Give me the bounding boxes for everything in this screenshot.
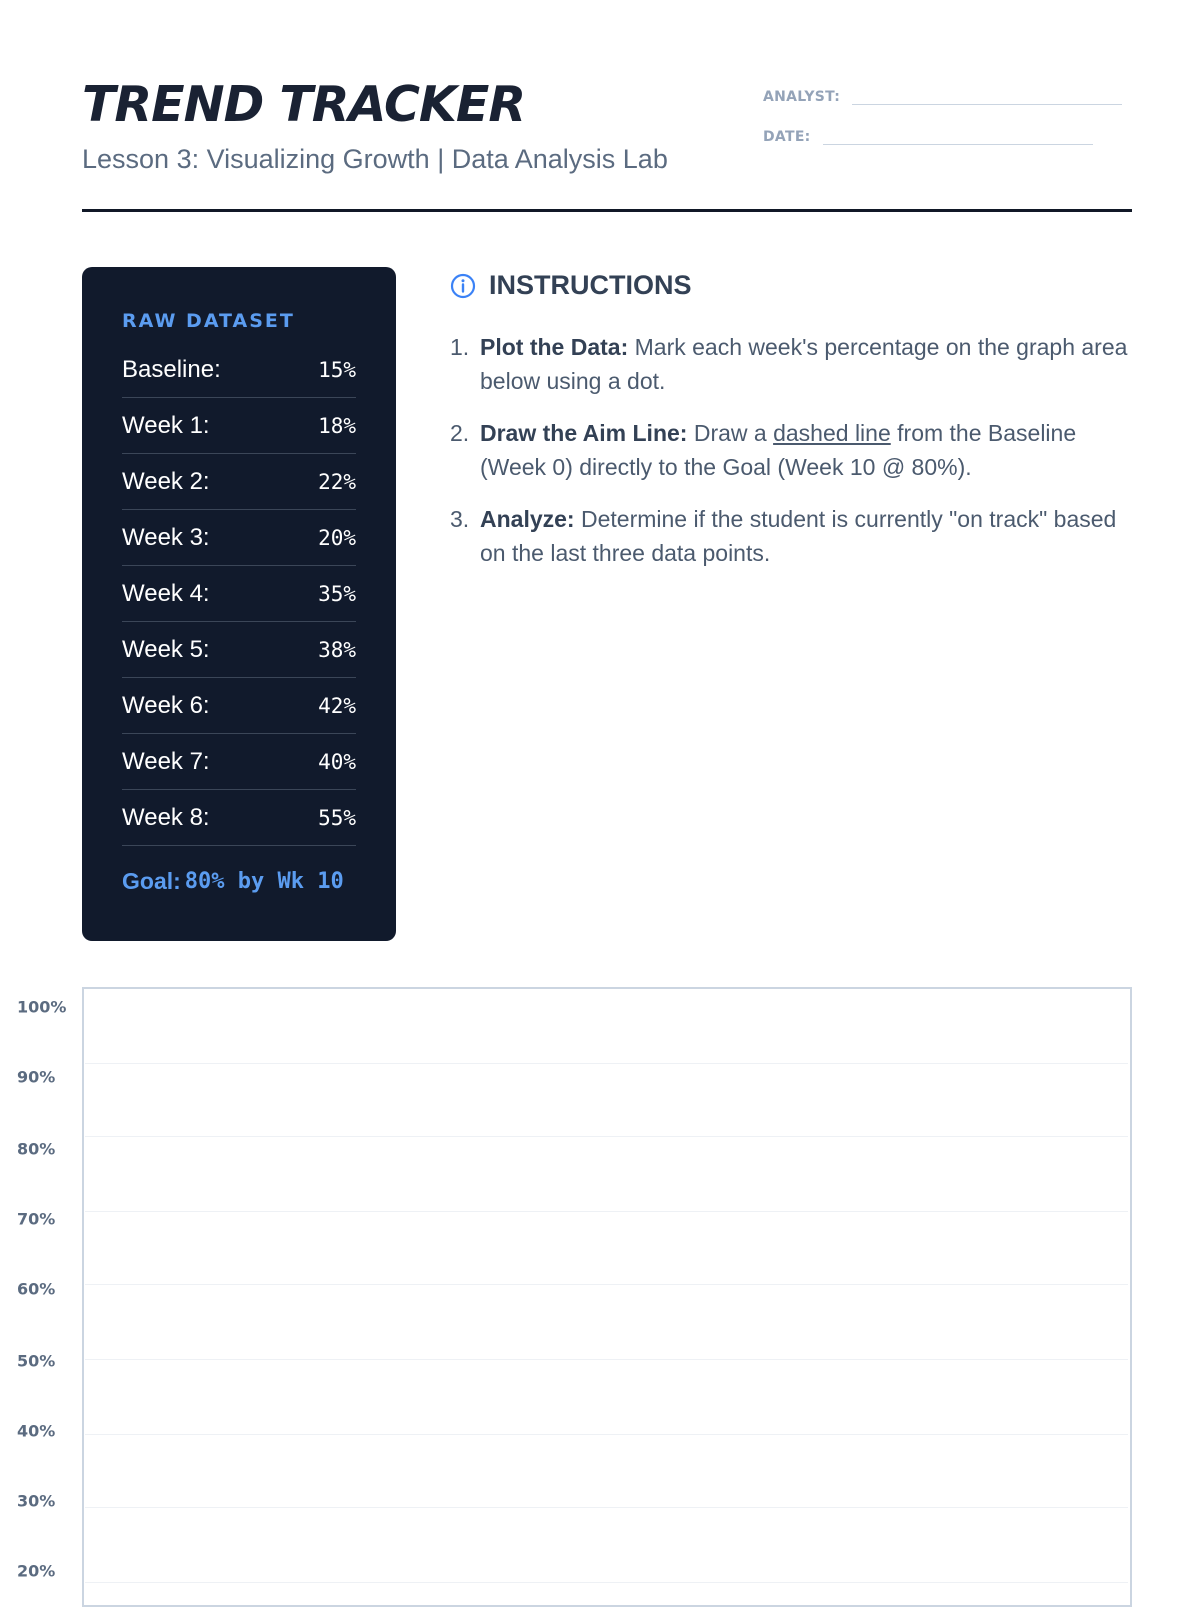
step-text — [480, 416, 1140, 484]
dataset-row-label: Week 3: — [122, 523, 210, 551]
dataset-row — [122, 734, 356, 790]
dataset-row — [122, 678, 356, 734]
dataset-row-label: Week 6: — [122, 691, 210, 719]
step-number: 1. — [450, 334, 470, 360]
gridline — [85, 1284, 1128, 1285]
dataset-row-label: Week 4: — [122, 579, 210, 607]
gridline — [85, 1211, 1128, 1212]
instruction-step — [450, 330, 1140, 398]
goal-line — [122, 868, 356, 895]
gridline — [85, 1063, 1128, 1064]
raw-dataset-panel — [82, 267, 396, 941]
dataset-row-value: 22% — [318, 469, 356, 494]
dataset-row-label: Week 1: — [122, 411, 210, 439]
step-body: Mark each week's percentage on the graph area below using a dot. — [480, 334, 1128, 394]
dataset-row-value: 20% — [318, 525, 356, 550]
step-number: 3. — [450, 506, 470, 532]
graph-area[interactable] — [82, 987, 1132, 1607]
page-subtitle: Lesson 3: Visualizing Growth | Data Analysis Lab — [82, 144, 668, 174]
analyst-label: ANALYST: — [763, 89, 841, 105]
instructions-header — [450, 270, 692, 301]
gridline — [85, 1507, 1128, 1508]
date-label: DATE: — [763, 129, 811, 145]
info-icon — [450, 273, 476, 299]
instruction-step — [450, 502, 1140, 570]
y-tick-label: 30% — [17, 1491, 56, 1511]
goal-value: 80% by Wk 10 — [184, 869, 344, 894]
dataset-row — [122, 622, 356, 678]
dataset-title: RAW DATASET — [122, 310, 295, 332]
y-tick-label: 70% — [17, 1209, 56, 1229]
step-number: 2. — [450, 420, 470, 446]
step-heading: Plot the Data: — [480, 334, 629, 360]
step-heading: Analyze: — [480, 506, 575, 532]
y-tick-label: 20% — [17, 1561, 56, 1581]
analyst-field[interactable] — [763, 86, 1122, 105]
y-tick-label: 60% — [17, 1279, 56, 1299]
dataset-row — [122, 398, 356, 454]
dataset-row — [122, 790, 356, 846]
page-title: TREND TRACKER — [82, 76, 526, 133]
step-body: Draw a — [687, 420, 774, 446]
y-tick-label: 90% — [17, 1067, 56, 1087]
instructions-title: INSTRUCTIONS — [489, 270, 692, 300]
goal-label: Goal: — [122, 868, 181, 894]
step-text — [480, 502, 1140, 570]
date-field[interactable] — [763, 126, 1093, 145]
analyst-input-line[interactable] — [852, 86, 1122, 105]
dataset-row-value: 55% — [318, 805, 356, 830]
instructions-list — [450, 330, 1140, 588]
step-underlined: dashed line — [773, 420, 891, 446]
dataset-row — [122, 510, 356, 566]
y-tick-label: 40% — [17, 1421, 56, 1441]
dataset-row — [122, 566, 356, 622]
step-body-end: from the Baseline (Week 0) directly to the Goal (Week 10 @ 80%). — [480, 420, 1077, 480]
dataset-row-value: 15% — [318, 357, 356, 382]
y-tick-label: 80% — [17, 1139, 56, 1159]
dataset-rows — [122, 342, 356, 846]
y-tick-label: 100% — [17, 997, 67, 1017]
dataset-row-value: 35% — [318, 581, 356, 606]
gridline — [85, 1434, 1128, 1435]
dataset-row — [122, 342, 356, 398]
date-input-line[interactable] — [823, 126, 1093, 145]
dataset-row-value: 38% — [318, 637, 356, 662]
step-text — [480, 330, 1140, 398]
dataset-row-value: 42% — [318, 693, 356, 718]
step-heading: Draw the Aim Line: — [480, 420, 688, 446]
header-divider — [82, 209, 1132, 212]
step-body: Determine if the student is currently "on track" based on the last three data points. — [480, 506, 1117, 566]
gridline — [85, 1582, 1128, 1583]
dataset-row-value: 40% — [318, 749, 356, 774]
dataset-row-label: Baseline: — [122, 355, 221, 383]
dataset-row-label: Week 8: — [122, 803, 210, 831]
dataset-row-label: Week 5: — [122, 635, 210, 663]
dataset-row — [122, 454, 356, 510]
y-tick-label: 50% — [17, 1351, 56, 1371]
dataset-row-label: Week 2: — [122, 467, 210, 495]
dataset-row-value: 18% — [318, 413, 356, 438]
gridline — [85, 1359, 1128, 1360]
dataset-row-label: Week 7: — [122, 747, 210, 775]
gridline — [85, 1136, 1128, 1137]
instruction-step — [450, 416, 1140, 484]
